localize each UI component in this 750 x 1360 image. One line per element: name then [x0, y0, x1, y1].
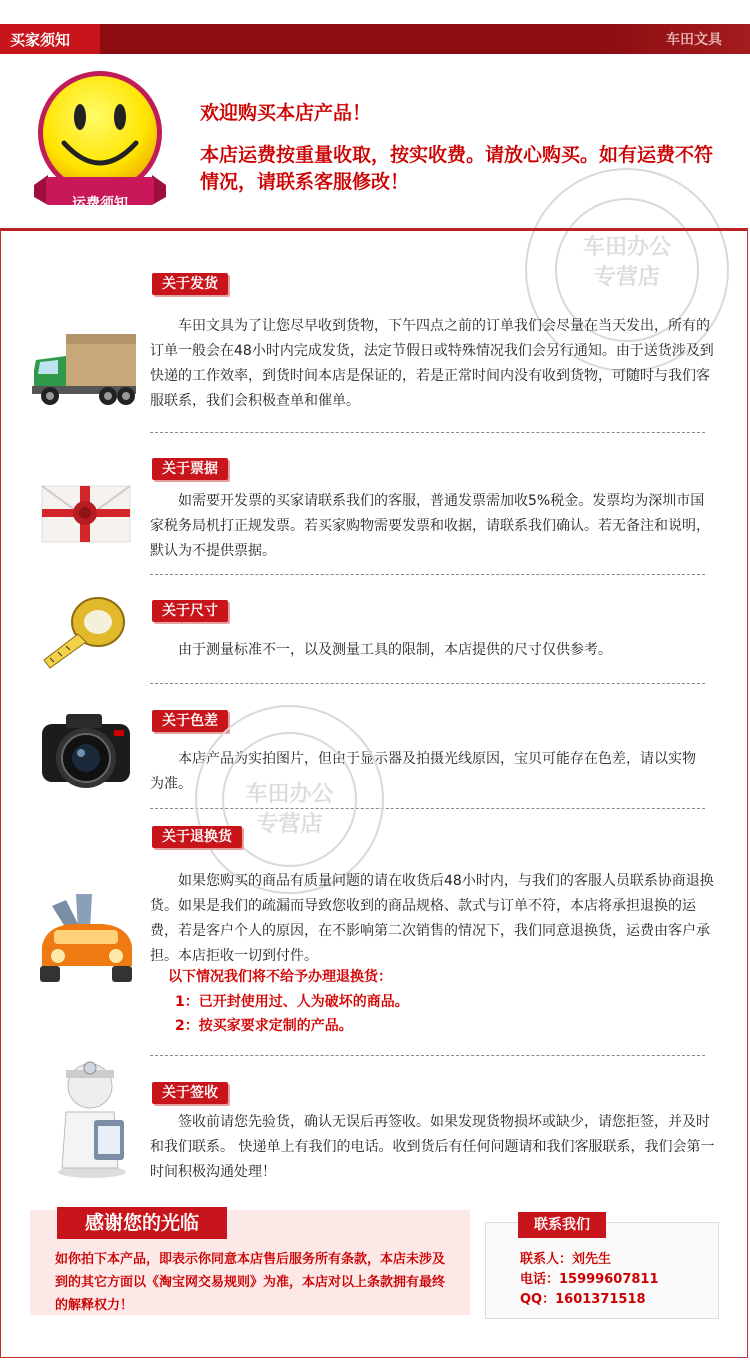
camera-icon — [36, 710, 136, 800]
section-text-signing: 签收前请您先验货，确认无误后再签收。如果发现货物损坏或缺少，请您拒签，并及时和我们联系。 快递单上有我们的电话。收到货后有任何问题请和我们客服联系，我们会第一时间积极沟通处理！ — [150, 1114, 715, 1180]
watermark-line2: 专营店 — [593, 265, 660, 290]
section-text-color: 本店产品为实拍图片，但由于显示器及拍摄光线原因，宝贝可能存在色差，请以实物为准。 — [150, 751, 696, 792]
contact-person: 联系人：刘先生 — [520, 1252, 612, 1267]
divider — [150, 1055, 705, 1056]
section-text-invoice: 如需要开发票的买家请联系我们的客服，普通发票需加收5%税金。发票均为深圳市国家税务局机打正规发票。若买家购物需要发票和收据，请联系我们确认。若无备注和说明，默认为不提供票据。 — [150, 493, 710, 559]
returns-exclusion-item: 2：按买家要求定制的产品。 — [175, 1018, 353, 1034]
divider — [150, 683, 705, 684]
badge-label: 运费须知 — [72, 196, 128, 212]
section-tag-shipping: 关于发货 — [152, 273, 228, 295]
returns-exclusion-title: 以下情况我们将不给予办理退换货： — [168, 969, 392, 985]
contact-qq[interactable]: QQ：1601371518 — [520, 1292, 646, 1307]
shipping-notice: 本店运费按重量收取，按实收费。请放心购买。如有运费不符情况，请联系客服修改！ — [200, 144, 714, 193]
tape-measure-icon — [40, 594, 130, 674]
repair-car-icon — [32, 890, 140, 990]
divider — [150, 432, 705, 433]
section-text-shipping: 车田文具为了让您尽早收到货物，下午四点之前的订单我们会尽量在当天发出，所有的订单一般会在48小时内完成发货，法定节假日或特殊情况我们会另行通知。由于送货涉及到快递的工作效率，到货时间本店是保证的，若是正常时间内没有收到货物，可随时与我们客服联系，我们会积极查单和催单。 — [150, 318, 714, 409]
contact-title: 联系我们 — [518, 1212, 606, 1238]
section-text-returns: 如果您购买的商品有质量问题的请在收货后48小时内，与我们的客服人员联系协商退换货。如果是我们的疏漏而导致您收到的商品规格、款式与订单不符，本店将承担退换的运费，若是客户个人的原因，在不影响第二次销售的情况下，我们同意退换货，运费由客户承担。本店拒收一切到付件。 — [150, 873, 714, 964]
section-tag-signing: 关于签收 — [152, 1082, 228, 1104]
watermark-stamp — [195, 705, 384, 894]
header-bar — [0, 24, 750, 54]
watermark-line1: 车田办公 — [582, 235, 671, 260]
doctor-clipboard-icon — [42, 1060, 142, 1180]
thanks-title: 感谢您的光临 — [57, 1207, 227, 1239]
header-brand: 车田文具 — [666, 32, 722, 48]
smiley-badge — [30, 65, 170, 215]
section-tag-invoice: 关于票据 — [152, 458, 228, 480]
section-tag-color: 关于色差 — [152, 710, 228, 732]
watermark-line2: 专营店 — [256, 812, 323, 837]
divider — [150, 574, 705, 575]
section-text-size: 由于测量标准不一，以及测量工具的限制，本店提供的尺寸仅供参考。 — [178, 642, 612, 658]
welcome-text: 欢迎购买本店产品！ — [200, 102, 372, 124]
returns-exclusion-item: 1：已开封使用过、人为破坏的商品。 — [175, 994, 409, 1010]
header-title: 买家须知 — [10, 31, 71, 49]
contact-phone[interactable]: 电话：15999607811 — [520, 1272, 659, 1287]
section-tag-returns: 关于退换货 — [152, 826, 242, 848]
envelope-icon — [40, 478, 132, 546]
truck-icon — [28, 330, 138, 410]
thanks-text: 如你拍下本产品，即表示你同意本店售后服务所有条款，本店未涉及到的其它方面以《淘宝网交易规则》为准，本店对以上条款拥有最终的解释权力！ — [55, 1252, 446, 1313]
section-tag-size: 关于尺寸 — [152, 600, 228, 622]
watermark-line1: 车田办公 — [245, 782, 334, 807]
